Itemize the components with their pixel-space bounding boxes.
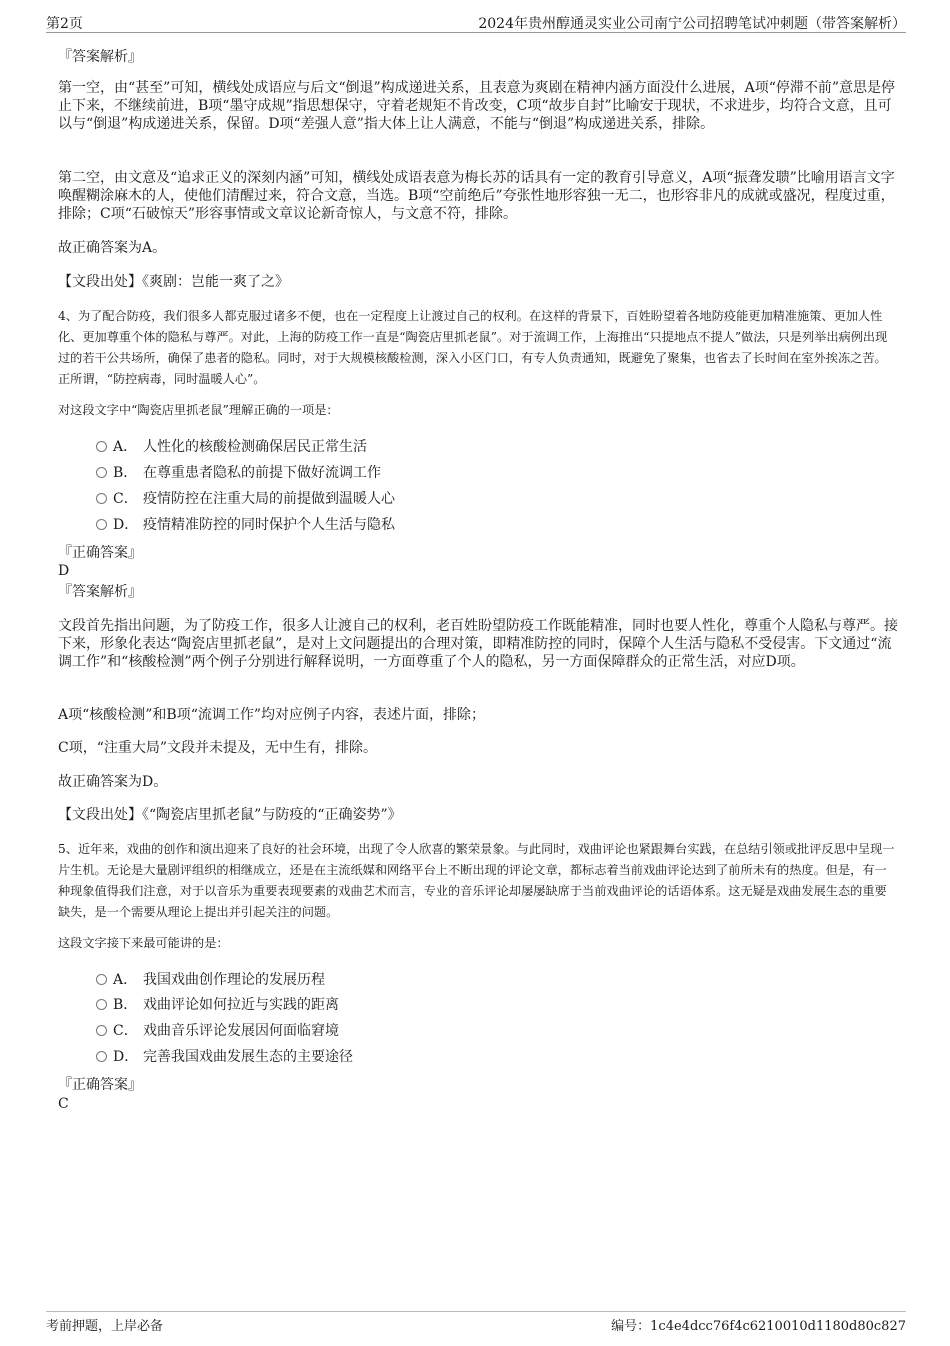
page-header [46,0,906,33]
radio-button-icon[interactable] [96,467,107,478]
q4-option-d[interactable]: D． 疫情精准防控的同时保护个人生活与隐私 [96,515,395,535]
q5-option-d[interactable]: D． 完善我国戏曲发展生态的主要途径 [96,1047,353,1067]
q4-option-a[interactable]: A． 人性化的核酸检测确保居民正常生活 [96,437,367,457]
radio-button-icon[interactable] [96,493,107,504]
q3-analysis-label: 『答案解析』 [58,49,142,65]
q4-stem: 4、为了配合防疫，我们很多人都克服过诸多不便，也在一定程度上让渡过自己的权利。在这样的背景下，百姓盼望着各地防疫能更加精准施策、更加人性化、更加尊重个体的隐私与尊严。对此，上海的防疫工作一直是“陶瓷店里抓老鼠”。对于流调工作，上海推出“只提地点不提人”做法，只是列举出病例出现过的若干公共场所，确保了患者的隐私。同时，对于大规模核酸检测，深入小区门口，有专人负责通知，既避免了聚集，也省去了长时间在室外挨冻之苦。正所谓，“防控病毒，同时温暖人心”。 [58,309,888,386]
q3-analysis-p2: 第二空，由文意及“追求正义的深刻内涵”可知，横线处成语表意为梅长苏的话具有一定的教育引导意义，A项“振聋发聩”比喻用语言文字唤醒糊涂麻木的人，使他们清醒过来，符合文意，当选。B项“空前绝后”夸张性地形容独一无二，也形容非凡的成就或盛况，程度过重，排除；C项“石破惊天”形容事情或文章议论新奇惊人，与文意不符，排除。 [58,170,895,222]
page-footer [46,1311,906,1346]
q3-analysis-p1: 第一空，由“甚至”可知，横线处成语应与后文“倒退”构成递进关系，且表意为爽剧在精神内涵方面没什么进展，A项“停滞不前”意思是停止下来，不继续前进，B项“墨守成规”指思想保守，守着老规矩不肯改变，C项“故步自封”比喻安于现状，不求进步，均符合文意，且可以与“倒退”构成递进关系，保留。D项“差强人意”指大体上让人满意，不能与“倒退”构成递进关系，排除。 [58,80,896,132]
q5-question: 这段文字接下来最可能讲的是： [58,936,229,950]
document-id: 编号：1c4e4dcc76f4c6210010d1180d80c827 [611,1319,906,1334]
q4-analysis-label: 『答案解析』 [58,584,142,600]
document-title: 2024年贵州醇通灵实业公司南宁公司招聘笔试冲刺题（带答案解析） [478,16,906,32]
q4-conclusion: 故正确答案为D。 [58,774,168,790]
footer-slogan: 考前押题，上岸必备 [46,1319,164,1334]
q5-option-c[interactable]: C． 戏曲音乐评论发展因何面临窘境 [96,1021,339,1041]
q4-source: 【文段出处】《“陶瓷店里抓老鼠”与防疫的“正确姿势”》 [58,807,402,823]
page-number: 第2页 [46,16,83,32]
radio-button-icon[interactable] [96,1025,107,1036]
q4-question: 对这段文字中“陶瓷店里抓老鼠”理解正确的一项是： [58,403,339,417]
q5-answer: C [58,1096,69,1112]
q4-answer-label: 『正确答案』 [58,545,142,561]
q4-analysis-p1: 文段首先指出问题，为了防疫工作，很多人让渡自己的权利，老百姓盼望防疫工作既能精准，同时也要人性化，尊重个人隐私与尊严。接下来，形象化表达“陶瓷店里抓老鼠”，是对上文问题提出的合理对策，即精准防控的同时，保障个人生活与隐私不受侵害。下文通过“流调工作”和“核酸检测”两个例子分别进行解释说明，一方面尊重了个人的隐私，另一方面保障群众的正常生活，对应D项。 [58,618,898,670]
q5-option-a[interactable]: A． 我国戏曲创作理论的发展历程 [96,970,325,990]
radio-button-icon[interactable] [96,974,107,985]
q4-answer: D [58,563,70,579]
radio-button-icon[interactable] [96,999,107,1010]
radio-button-icon[interactable] [96,441,107,452]
radio-button-icon[interactable] [96,1051,107,1062]
radio-button-icon[interactable] [96,519,107,530]
q4-option-c[interactable]: C． 疫情防控在注重大局的前提做到温暖人心 [96,489,395,509]
q4-analysis-p3: C项，“注重大局”文段并未提及，无中生有，排除。 [58,740,378,756]
q5-option-b[interactable]: B． 戏曲评论如何拉近与实践的距离 [96,995,339,1015]
q4-analysis-p2: A项“核酸检测”和B项“流调工作”均对应例子内容，表述片面，排除； [58,707,486,723]
q5-answer-label: 『正确答案』 [58,1077,142,1093]
q3-conclusion: 故正确答案为A。 [58,240,167,256]
q4-option-b[interactable]: B． 在尊重患者隐私的前提下做好流调工作 [96,463,381,483]
q3-source: 【文段出处】《爽剧：岂能一爽了之》 [58,274,289,290]
q5-stem: 5、近年来，戏曲的创作和演出迎来了良好的社会环境，出现了令人欣喜的繁荣景象。与此同时，戏曲评论也紧跟舞台实践，在总结引领或批评反思中呈现一片生机。无论是大量剧评组织的相继成立，还是在主流纸媒和网络平台上不断出现的评论文章，都标志着当前戏曲评论达到了前所未有的热度。但是，有一种现象值得我们注意，对于以音乐为重要表现要素的戏曲艺术而言，专业的音乐评论却屡屡缺席于当前戏曲评论的话语体系。这无疑是戏曲发展生态的重要缺失，是一个需要从理论上提出并引起关注的问题。 [58,842,895,919]
